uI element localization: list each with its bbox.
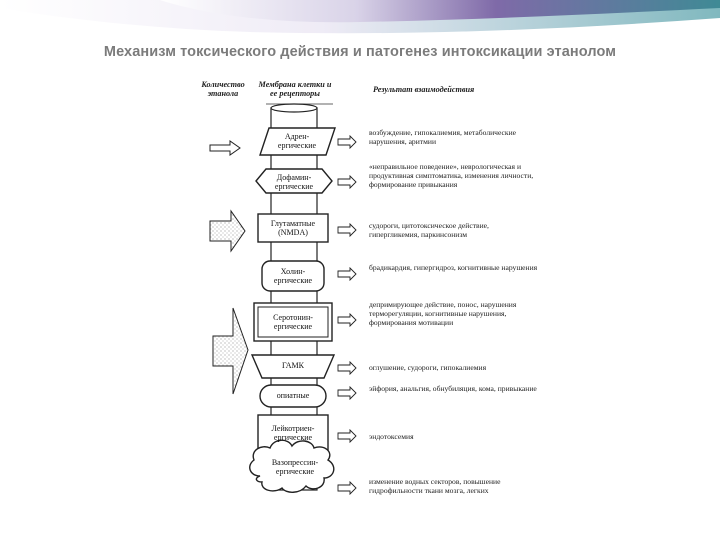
result-text-7: эйфория, анальгия, обнубиляция, кома, привыкание xyxy=(369,384,537,393)
result-arrow-3 xyxy=(338,224,356,236)
ethanol-arrow-small xyxy=(210,141,240,155)
node-label-adrenergic: Адрен-ергические xyxy=(277,132,317,150)
node-label-glutamate: Глутаматные (NMDA) xyxy=(270,219,316,237)
ethanol-arrow-medium xyxy=(210,211,245,251)
node-label-gaba: ГАМК xyxy=(282,361,304,370)
result-text-4: брадикардия, гипергидроз, когнитивные нарушения xyxy=(369,263,538,272)
result-text-8: эндотоксемия xyxy=(369,432,414,441)
result-arrow-7 xyxy=(338,387,356,399)
diagram xyxy=(188,78,538,540)
header-result: Результат взаимодействия xyxy=(373,85,475,94)
result-text-9: изменение водных секторов, повышение гидрофильности ткани мозга, легких xyxy=(369,477,501,495)
header-membrane: Мембрана клетки и ее рецепторы xyxy=(258,80,332,98)
result-arrow-8 xyxy=(338,430,356,442)
result-arrow-4 xyxy=(338,268,356,280)
result-arrow-6 xyxy=(338,362,356,374)
result-text-3: судороги, цитотоксическое действие, гипергликемия, паркинсонизм xyxy=(369,221,489,239)
result-arrow-9 xyxy=(338,482,356,494)
result-arrow-2 xyxy=(338,176,356,188)
header-quantity: Количество этанола xyxy=(201,80,245,98)
ethanol-arrow-large xyxy=(213,308,248,394)
result-text-1: возбуждение, гипокалиемия, метаболические нарушения, аритмии xyxy=(369,128,517,146)
result-arrow-5 xyxy=(338,314,356,326)
result-text-5: депримирующее действие, понос, нарушения терморегуляции, когнитивные нарушения, формирования мотивации xyxy=(369,300,517,327)
node-label-opiate: опиатные xyxy=(276,391,310,400)
column-top-cap xyxy=(271,104,317,112)
header-banner xyxy=(0,0,720,50)
slide-title: Механизм токсического действия и патогенез интоксикации этанолом xyxy=(103,44,617,60)
result-arrow-1 xyxy=(338,136,356,148)
node-label-dopaminergic: Дофамин-ергические xyxy=(274,173,314,191)
node-label-leukotriene: Лейкотриен-ергические xyxy=(271,424,315,442)
node-label-vasopressin: Вазопрессин-ергические xyxy=(271,458,319,476)
node-label-serotonergic: Серотонин-ергические xyxy=(273,313,313,331)
node-label-cholinergic: Холин-ергические xyxy=(273,267,313,285)
result-text-2: «неправильное поведение», неврологическая и продуктивная симптоматика, изменения личности, формирование привыкания xyxy=(369,162,534,189)
result-text-6: оглушение, судороги, гипокалиемия xyxy=(369,363,487,372)
